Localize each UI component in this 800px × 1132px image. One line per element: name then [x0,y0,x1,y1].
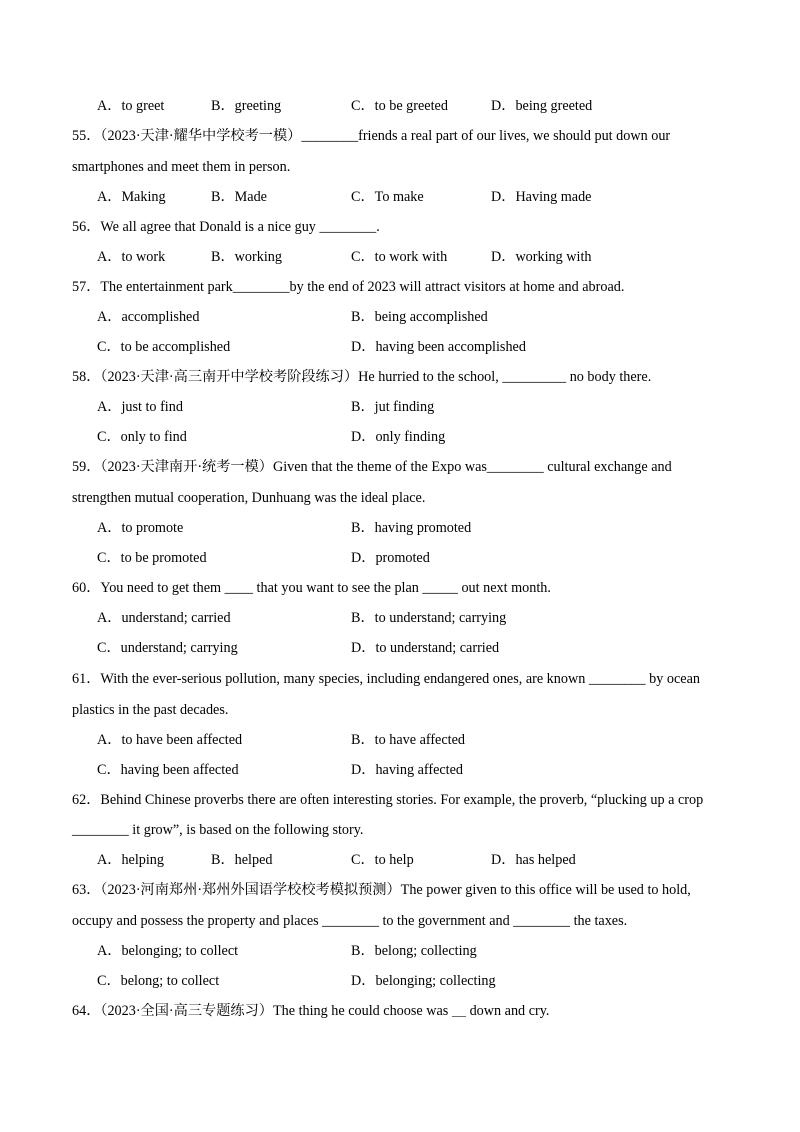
q62-option-a[interactable]: A．helping [97,852,164,868]
q60-options-row-2 [0,641,800,659]
q59-option-a[interactable]: A．to promote [97,520,184,536]
q64-stem-line-1: 64．（2023·全国·高三专题练习）The thing he could choose was ＿ down and cry. [72,1003,550,1019]
q59-options-row-2 [0,551,800,569]
q55-option-a[interactable]: A．Making [97,189,166,205]
q59-stem-line-1: 59．（2023·天津南开·统考一模）Given that the theme of the Expo was________ cultural exchange and [72,459,672,475]
q59-option-c[interactable]: C．to be promoted [97,550,207,566]
q62-option-d[interactable]: D．has helped [491,852,576,868]
q63-options-row-2 [0,974,800,992]
q60-stem-line-1: 60．You need to get them ____ that you want to see the plan _____ out next month. [72,580,551,596]
q57-option-d[interactable]: D．having been accomplished [351,339,526,355]
q58-stem-line-1: 58．（2023·天津·高三南开中学校考阶段练习）He hurried to the school, _________ no body there. [72,369,652,385]
q57-options-row-1 [0,310,800,328]
q56-option-c[interactable]: C．to work with [351,249,448,265]
q58-option-d[interactable]: D．only finding [351,429,446,445]
q55-option-d[interactable]: D．Having made [491,189,592,205]
q62-option-c[interactable]: C．to help [351,852,414,868]
q60-option-c[interactable]: C．understand; carrying [97,640,238,656]
q63-options-row-1 [0,944,800,962]
q58-options-row-2 [0,430,800,448]
q58-option-c[interactable]: C．only to find [97,429,187,445]
q56-option-d[interactable]: D．working with [491,249,592,265]
q57-stem-line-1: 57．The entertainment park________by the end of 2023 will attract visitors at home and abroad. [72,279,625,295]
q63-option-b[interactable]: B．belong; collecting [351,943,477,959]
q57-option-a[interactable]: A．accomplished [97,309,200,325]
q61-options-row-1 [0,733,800,751]
q54-option-d[interactable]: D．being greeted [491,98,593,114]
q63-option-c[interactable]: C．belong; to collect [97,973,220,989]
q56-options-row [0,250,800,268]
q59-option-b[interactable]: B．having promoted [351,520,472,536]
q56-option-b[interactable]: B．working [211,249,282,265]
q60-option-b[interactable]: B．to understand; carrying [351,610,507,626]
q57-options-row-2 [0,340,800,358]
q55-stem-line-1: 55．（2023·天津·耀华中学校考一模）________friends a real part of our lives, we should put down our [72,128,671,144]
q59-options-row-1 [0,521,800,539]
q57-option-b[interactable]: B．being accomplished [351,309,488,325]
q60-options-row-1 [0,611,800,629]
q55-option-c[interactable]: C．To make [351,189,424,205]
q56-option-a[interactable]: A．to work [97,249,166,265]
q56-stem-line-1: 56．We all agree that Donald is a nice guy ________. [72,219,380,235]
q54-options-row [0,99,800,117]
q60-option-a[interactable]: A．understand; carried [97,610,231,626]
q62-options-row [0,853,800,871]
q63-stem-line-1: 63．（2023·河南郑州·郑州外国语学校校考模拟预测）The power given to this office will be used to hold, [72,882,691,898]
q58-options-row-1 [0,400,800,418]
q54-option-b[interactable]: B．greeting [211,98,282,114]
q62-stem-line-2: ________ it grow”, is based on the following story. [72,822,364,838]
q60-option-d[interactable]: D．to understand; carried [351,640,500,656]
q63-stem-line-2: occupy and possess the property and places ________ to the government and ________ the taxes. [72,913,628,929]
q61-stem-line-1: 61．With the ever-serious pollution, many species, including endangered ones, are known ________ by ocean [72,671,700,687]
q55-option-b[interactable]: B．Made [211,189,267,205]
q61-option-a[interactable]: A．to have been affected [97,732,243,748]
q61-option-b[interactable]: B．to have affected [351,732,465,748]
q58-option-b[interactable]: B．jut finding [351,399,435,415]
q59-option-d[interactable]: D．promoted [351,550,430,566]
q58-option-a[interactable]: A．just to find [97,399,183,415]
q61-option-c[interactable]: C．having been affected [97,762,239,778]
q54-option-a[interactable]: A．to greet [97,98,165,114]
q54-option-c[interactable]: C．to be greeted [351,98,448,114]
q62-option-b[interactable]: B．helped [211,852,273,868]
q61-stem-line-2: plastics in the past decades. [72,702,229,718]
q57-option-c[interactable]: C．to be accomplished [97,339,231,355]
q61-option-d[interactable]: D．having affected [351,762,464,778]
q62-stem-line-1: 62．Behind Chinese proverbs there are often interesting stories. For example, the proverb, “plucking up a crop [72,792,704,808]
q55-stem-line-2: smartphones and meet them in person. [72,159,291,175]
q55-options-row [0,190,800,208]
q59-stem-line-2: strengthen mutual cooperation, Dunhuang was the ideal place. [72,490,426,506]
q63-option-a[interactable]: A．belonging; to collect [97,943,239,959]
q63-option-d[interactable]: D．belonging; collecting [351,973,496,989]
q61-options-row-2 [0,763,800,781]
